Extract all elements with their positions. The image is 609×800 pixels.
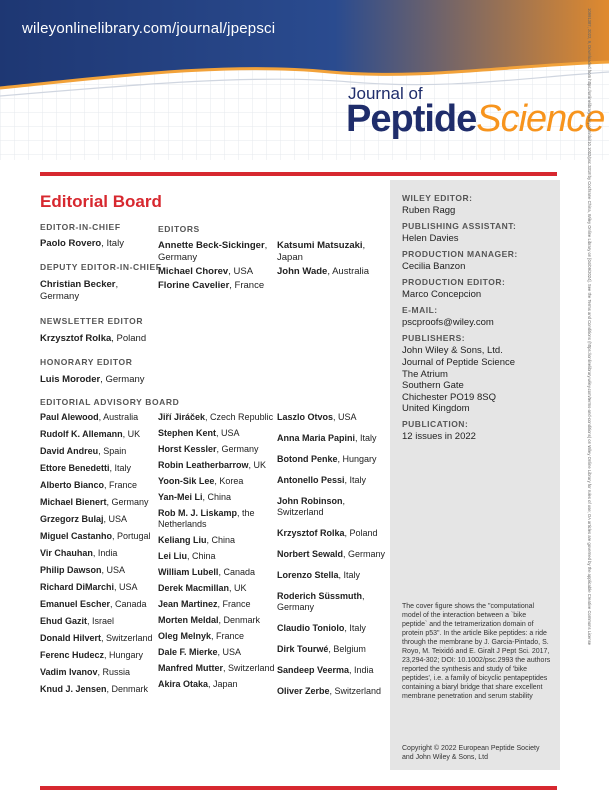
journal-logo-title bbox=[346, 99, 604, 139]
advisory-member: Dirk Tourwé, Belgium bbox=[277, 644, 366, 654]
publication-label: PUBLICATION: bbox=[402, 419, 469, 429]
editor-in-chief-label: EDITOR-IN-CHIEF bbox=[40, 222, 121, 232]
newsletter-editor-name: Krzysztof Rolka, Poland bbox=[40, 333, 147, 344]
bottom-red-rule bbox=[40, 786, 557, 790]
advisory-member: Anna Maria Papini, Italy bbox=[277, 433, 377, 443]
wiley-editor-label: WILEY EDITOR: bbox=[402, 193, 473, 203]
publishers-label: PUBLISHERS: bbox=[402, 333, 466, 343]
journal-url[interactable]: wileyonlinelibrary.com/journal/jpepsci bbox=[22, 20, 276, 37]
cover-figure-caption: The cover figure shows the "computational model of the interaction between a `bike peptide` and the tetramerization domain of protein p53". In the article Bike peptides: a ride through the membrane by J. Garcia-Pintado, S. Royo, M. Teixidó and E. Giralt J Pept Sci. 2017, 23,294-302; DOI: 10.1002/psc.2993 the authors reported the synthesis and study of 'bike peptides', i.e. a family of bicyclic pentapeptides containing a biaryl bridge that share excellent membrane penetration and serum stability bbox=[402, 603, 551, 700]
advisory-member: Oleg Melnyk, France bbox=[158, 631, 245, 641]
advisory-member: Vir Chauhan, India bbox=[40, 548, 118, 558]
editor-entry: Katsumi Matsuzaki, Japan bbox=[277, 240, 366, 263]
advisory-member: Ferenc Hudecz, Hungary bbox=[40, 650, 144, 660]
editor-in-chief-name: Paolo Rovero, Italy bbox=[40, 238, 124, 249]
deputy-editor-label: DEPUTY EDITOR-IN-CHIEF bbox=[40, 262, 162, 272]
advisory-member: Horst Kessler, Germany bbox=[158, 444, 259, 454]
advisory-member: Michael Bienert, Germany bbox=[40, 497, 149, 507]
advisory-member: Akira Otaka, Japan bbox=[158, 679, 238, 689]
advisory-member: Oliver Zerbe, Switzerland bbox=[277, 686, 382, 696]
advisory-member: Rudolf K. Allemann, UK bbox=[40, 429, 141, 439]
advisory-member: Yoon-Sik Lee, Korea bbox=[158, 476, 244, 486]
copyright-notice: Copyright © 2022 European Peptide Society and John Wiley & Sons, Ltd bbox=[402, 745, 540, 761]
production-manager-label: PRODUCTION MANAGER: bbox=[402, 249, 518, 259]
advisory-member: Antonello Pessi, Italy bbox=[277, 475, 367, 485]
address-line: The Atrium bbox=[402, 368, 448, 380]
advisory-member: Yan-Mei Li, China bbox=[158, 492, 232, 502]
production-editor-name: Marco Concepcion bbox=[402, 289, 482, 300]
advisory-member: Lei Liu, China bbox=[158, 551, 216, 561]
advisory-member: Emanuel Escher, Canada bbox=[40, 599, 147, 609]
editors-label: EDITORS bbox=[158, 224, 200, 234]
journal-title-word-science: Science bbox=[476, 98, 605, 140]
address-line: Southern Gate bbox=[402, 380, 464, 391]
advisory-member: Laszlo Otvos, USA bbox=[277, 412, 357, 422]
advisory-member: David Andreu, Spain bbox=[40, 446, 127, 456]
publisher-address bbox=[402, 357, 515, 415]
email-label: E-MAIL: bbox=[402, 305, 438, 315]
advisory-member: Keliang Liu, China bbox=[158, 535, 236, 545]
advisory-column-2 bbox=[158, 412, 276, 695]
advisory-column-3 bbox=[277, 412, 387, 707]
advisory-member: Knud J. Jensen, Denmark bbox=[40, 684, 149, 694]
editor-entry: John Wade, Australia bbox=[277, 266, 370, 277]
top-red-rule bbox=[40, 172, 557, 176]
advisory-member: Jiří Jiráček, Czech Republic bbox=[158, 412, 274, 422]
advisory-member: Donald Hilvert, Switzerland bbox=[40, 633, 153, 643]
advisory-member: Krzysztof Rolka, Poland bbox=[277, 528, 378, 538]
advisory-member: Lorenzo Stella, Italy bbox=[277, 570, 361, 580]
publisher-name: John Wiley & Sons, Ltd. bbox=[402, 345, 503, 356]
address-line: Journal of Peptide Science bbox=[402, 357, 516, 368]
advisory-member: Derek Macmillan, UK bbox=[158, 583, 247, 593]
address-line: United Kingdom bbox=[402, 403, 470, 414]
newsletter-editor-label: NEWSLETTER EDITOR bbox=[40, 316, 144, 326]
journal-title-word-peptide: Peptide bbox=[346, 98, 477, 140]
advisory-member: Ehud Gazit, Israel bbox=[40, 616, 115, 626]
publishing-assistant-label: PUBLISHING ASSISTANT: bbox=[402, 221, 517, 231]
production-editor-label: PRODUCTION EDITOR: bbox=[402, 277, 506, 287]
advisory-member: Rob M. J. Liskamp, the Netherlands bbox=[158, 508, 255, 529]
advisory-member: Claudio Toniolo, Italy bbox=[277, 623, 366, 633]
advisory-member: Manfred Mutter, Switzerland bbox=[158, 663, 275, 673]
advisory-member: Grzegorz Bulaj, USA bbox=[40, 514, 128, 524]
advisory-member: Morten Meldal, Denmark bbox=[158, 615, 261, 625]
journal-header bbox=[0, 0, 609, 160]
advisory-member: John Robinson, Switzerland bbox=[277, 496, 346, 517]
editors-column-1 bbox=[158, 240, 278, 292]
advisory-column-1 bbox=[40, 412, 156, 701]
advisory-member: Ettore Benedetti, Italy bbox=[40, 463, 132, 473]
publishing-assistant-name: Helen Davies bbox=[402, 233, 459, 244]
advisory-member: Richard DiMarchi, USA bbox=[40, 582, 138, 592]
advisory-member: Alberto Bianco, France bbox=[40, 480, 138, 490]
honorary-editor-label: HONORARY EDITOR bbox=[40, 357, 133, 367]
advisory-member: Stephen Kent, USA bbox=[158, 428, 240, 438]
wiley-editor-name: Ruben Ragg bbox=[402, 205, 456, 216]
editor-entry: Annette Beck-Sickinger, Germany bbox=[158, 240, 268, 263]
advisory-member: Jean Martinez, France bbox=[158, 599, 251, 609]
advisory-member: Sandeep Veerma, India bbox=[277, 665, 374, 675]
advisory-member: Roderich Süssmuth, Germany bbox=[277, 591, 365, 612]
advisory-member: Norbert Sewald, Germany bbox=[277, 549, 386, 559]
email-address[interactable]: pscproofs@wiley.com bbox=[402, 317, 494, 328]
download-notice-text: 10991387, 2022, 9, Downloaded from https://onlinelibrary.wiley.com/doi/10.1002/psc.3318 by Cochrane China, Wiley Online Library on [04/09/2024]. See the Terms and Conditions (https://onlinelibrary.wiley.com/terms-and-conditions) on Wiley Online Library for rules of use; OA articles are governed by the applicable Creative Commons License bbox=[587, 8, 592, 646]
editorial-board-title: Editorial Board bbox=[40, 192, 162, 211]
production-manager-name: Cecilia Banzon bbox=[402, 261, 466, 272]
journal-title-prefix: Journal of bbox=[348, 84, 423, 103]
address-line: Chichester PO19 8SQ bbox=[402, 391, 496, 403]
editors-column-2 bbox=[277, 240, 385, 278]
advisory-member: Vadim Ivanov, Russia bbox=[40, 667, 131, 677]
advisory-member: Philip Dawson, USA bbox=[40, 565, 126, 575]
advisory-member: Botond Penke, Hungary bbox=[277, 454, 377, 464]
publication-frequency: 12 issues in 2022 bbox=[402, 431, 476, 442]
advisory-member: William Lubell, Canada bbox=[158, 567, 255, 577]
advisory-member: Robin Leatherbarrow, UK bbox=[158, 460, 267, 470]
advisory-member: Miguel Castanho, Portugal bbox=[40, 531, 151, 541]
download-notice-strip bbox=[585, 8, 599, 794]
editor-entry: Florine Cavelier, France bbox=[158, 280, 265, 291]
deputy-editor-name: Christian Becker, Germany bbox=[40, 279, 119, 302]
advisory-member: Dale F. Mierke, USA bbox=[158, 647, 242, 657]
advisory-board-label: EDITORIAL ADVISORY BOARD bbox=[40, 397, 180, 407]
honorary-editor-name: Luis Moroder, Germany bbox=[40, 374, 145, 385]
editor-entry: Michael Chorev, USA bbox=[158, 266, 254, 277]
advisory-member: Paul Alewood, Australia bbox=[40, 412, 139, 422]
